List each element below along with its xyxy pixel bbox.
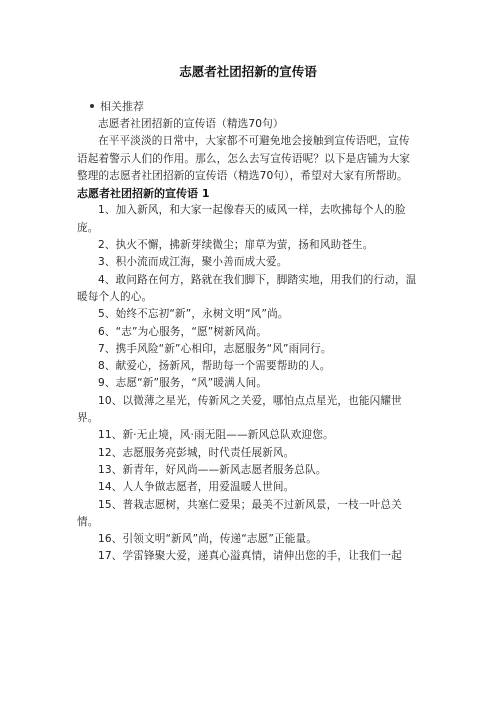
list-item: 4、敢问路在何方，路就在我们脚下，脚踏实地，用我们的行动，温暖每个人的心。 bbox=[77, 273, 417, 303]
list-item: 17、学雷锋聚大爱，递真心溢真情，请伸出您的手，让我们一起 bbox=[98, 550, 402, 563]
list-item: 7、携手风险“新”心相印，志愿服务“风”雨同行。 bbox=[98, 342, 332, 355]
list-item: 10、以微薄之星光，传新风之关爱，哪怕点点星光，也能闪耀世界。 bbox=[77, 394, 402, 425]
list-item: 12、志愿服务亮彭城，时代责任展新风。 bbox=[98, 446, 295, 459]
list-item: 5、始终不忘初“新”，永树文明“风”尚。 bbox=[98, 308, 289, 321]
list-item: 8、献爱心，扬新风，帮助每一个需要帮助的人。 bbox=[98, 360, 331, 373]
slogan-list bbox=[77, 202, 419, 565]
list-item: 13、新青年，好风尚——新风志愿者服务总队。 bbox=[98, 463, 327, 476]
list-item: 3、积小流而成江海，聚小善而成大爱。 bbox=[98, 256, 288, 269]
intro-paragraph: 在平平淡淡的日常中，大家都不可避免地会接触到宣传语吧，宣传语起着警示人们的作用。那么，怎么去写宣传语呢？以下是店铺为大家整理的志愿者社团招新的宣传语（精选70句），希望对大家有所帮助。 bbox=[77, 135, 411, 182]
page-title: 志愿者社团招新的宣传语 bbox=[179, 64, 317, 79]
list-item: 6、“志”为心服务，“愿”树新风尚。 bbox=[98, 325, 268, 338]
list-item: 15、普栽志愿树，共塞仁爱果；最美不过新风景，一枝一叶总关情。 bbox=[77, 498, 402, 528]
list-item: 1、加入新风，和大家一起像春天的威风一样，去吹拂每个人的脸庞。 bbox=[77, 204, 406, 234]
list-item: 14、人人争做志愿者，用爱温暖人世间。 bbox=[98, 481, 295, 494]
related-recommendations[interactable] bbox=[77, 99, 419, 114]
bullet-icon bbox=[90, 104, 94, 108]
section-heading: 志愿者社团招新的宣传语 1 bbox=[77, 187, 210, 201]
related-label: 相关推荐 bbox=[100, 100, 144, 113]
document-subtitle: 志愿者社团招新的宣传语（精选70句） bbox=[98, 118, 284, 130]
list-item: 16、引领文明“新风”尚，传递“志愿”正能量。 bbox=[98, 533, 317, 546]
list-item: 2、执火不懈，拂新芽续微尘；扉草为萤，扬和风助苍生。 bbox=[98, 239, 374, 252]
list-item: 11、新·无止境，风·雨无阻——新风总队欢迎您。 bbox=[98, 429, 334, 442]
list-item: 9、志愿“新”服务，“风”暖满人间。 bbox=[98, 377, 268, 390]
